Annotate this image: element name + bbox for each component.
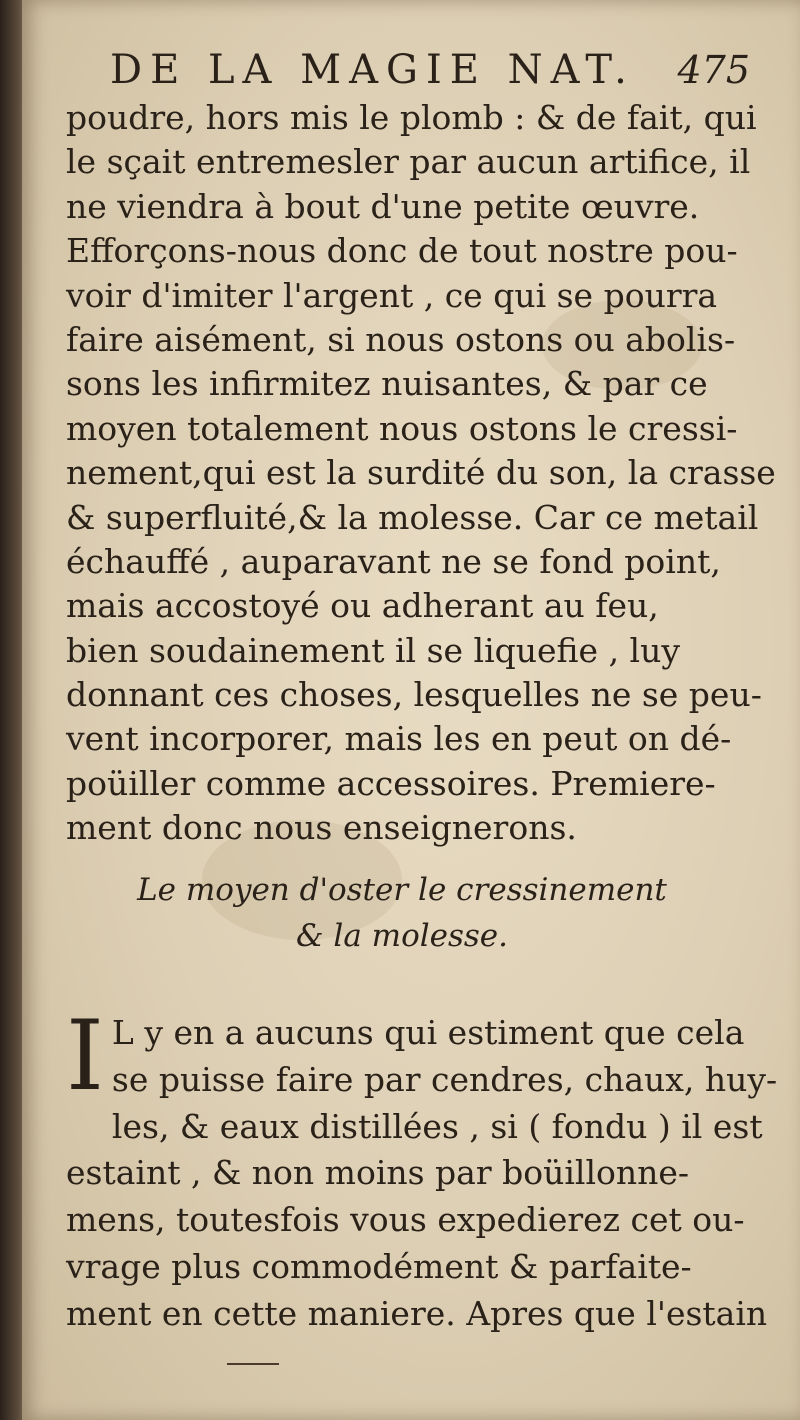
paragraph-1 (66, 96, 776, 851)
text-line: voir d'imiter l'argent , ce qui se pourra (66, 275, 718, 315)
text-line: estaint , & non moins par boüillonne- (66, 1153, 690, 1193)
text-line: L y en a aucuns qui estiment que cela (111, 1013, 745, 1052)
text-line: moyen totalement nous ostons le cressi- (66, 408, 738, 448)
text-line: & superfluité,& la molesse. Car ce metail (66, 497, 759, 537)
text-line: ment en cette maniere. Apres que l'estain (66, 1293, 768, 1333)
text-line: vent incorporer, mais les en peut on dé- (66, 719, 732, 759)
text-line: ne viendra à bout d'une petite œuvre. (66, 186, 700, 226)
text-line: poudre, hors mis le plomb : & de fait, qui (66, 98, 757, 137)
drop-capital: I (66, 1000, 104, 1112)
running-title: DE LA MAGIE NAT. (110, 47, 635, 93)
text-line: échauffé , auparavant ne se fond point, (66, 541, 721, 581)
text-line: vrage plus commodément & parfaite- (66, 1246, 692, 1286)
heading-line: & la molesse. (295, 918, 509, 954)
footer-rule (227, 1363, 279, 1365)
text-line: bien soudainement il se liquefie , luy (66, 630, 680, 670)
text-line: donnant ces choses, lesquelles ne se peu- (66, 675, 762, 715)
book-page (22, 0, 800, 1420)
heading-line: Le moyen d'oster le cressinement (137, 872, 667, 908)
text-line: faire aisément, si nous ostons ou abolis- (66, 319, 736, 359)
text-line: mens, toutesfois vous expedierez cet ou- (66, 1200, 745, 1240)
page-number: 475 (677, 48, 750, 92)
running-header (110, 40, 750, 100)
text-line: se puisse faire par cendres, chaux, huy- (111, 1059, 778, 1099)
text-line: ment donc nous enseignerons. (66, 808, 577, 848)
paragraph-2 (66, 1000, 778, 1338)
text-line: poüiller comme accessoires. Premiere- (66, 763, 716, 803)
text-line: sons les infirmitez nuisantes, & par ce (66, 364, 708, 404)
text-line: mais accostoyé ou adherant au feu, (66, 586, 659, 626)
text-line: nement,qui est la surdité du son, la crasse (66, 453, 776, 493)
text-line: les, & eaux distillées , si ( fondu ) il est (111, 1106, 763, 1146)
text-line: Efforçons-nous donc de tout nostre pou- (66, 231, 738, 271)
section-heading (82, 868, 722, 960)
text-line: le sçait entremesler par aucun artifice, il (66, 142, 751, 182)
